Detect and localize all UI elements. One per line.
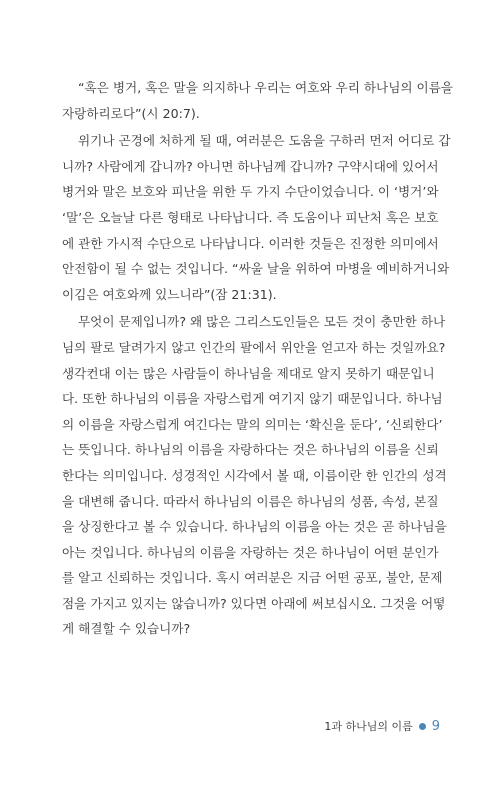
chapter-label: 1과 하나님의 이름 (324, 720, 413, 733)
text-line: “혹은 병거, 혹은 말을 의지하나 우리는 여호와 우리 하나님의 이름을 (78, 80, 454, 95)
page-footer (324, 718, 440, 734)
bullet-dot-icon (419, 723, 426, 730)
text-line: 이김은 여호와께 있느니라”(잠 21:31). (62, 286, 277, 302)
text-line: 니까? 사람에게 갑니까? 아니면 하나님께 갑니까? 구약시대에 있어서 (62, 158, 439, 174)
text-line: 에 관한 가시적 수단으로 나타납니다. 이러한 것들은 진정한 의미에서 (62, 235, 439, 251)
text-line: 생각컨대 이는 많은 사람들이 하나님을 제대로 알지 못하기 때문입니 (62, 365, 435, 381)
text-line: 을 상징한다고 볼 수 있습니다. 하나님의 이름을 아는 것은 곧 하나님을 (62, 519, 447, 535)
text-line: 를 알고 신뢰하는 것입니다. 혹시 여러분은 지금 어떤 공포, 불안, 문제 (62, 570, 443, 586)
text-line: 의 이름을 자랑스럽게 여긴다는 말의 의미는 ‘확신을 둔다’, ‘신뢰한다’ (62, 416, 443, 432)
text-line: 게 해결할 수 있습니까? (62, 621, 191, 637)
page-number: 9 (431, 718, 440, 734)
paragraph (62, 128, 451, 307)
paragraph (62, 309, 447, 642)
text-line: 님의 팔로 달려가지 않고 인간의 팔에서 위안을 얻고자 하는 것일까요? (62, 339, 446, 355)
text-line: 아는 것입니다. 하나님의 이름을 자랑하는 것은 하나님이 어떤 분인가 (62, 544, 439, 560)
text-line: 을 대변해 줍니다. 따라서 하나님의 이름은 하나님의 성품, 속성, 본질 (62, 493, 439, 509)
paragraph (62, 75, 454, 126)
text-line: 자랑하리로다”(시 20:7). (62, 105, 200, 121)
text-line: 다. 또한 하나님의 이름을 자랑스럽게 여기지 않기 때문입니다. 하나님 (62, 391, 443, 407)
body-text (62, 75, 454, 642)
text-line: 위기나 곤경에 처하게 될 때, 여러분은 도움을 구하러 먼저 어디로 갑 (78, 133, 451, 149)
text-line: 병거와 말은 보호와 피난을 위한 두 가지 수단이었습니다. 이 ‘병거’와 (62, 184, 439, 200)
text-line: ‘말’은 오늘날 다른 형태로 나타납니다. 즉 도움이나 피난처 혹은 보호 (62, 209, 439, 225)
text-line: 안전함이 될 수 없는 것입니다. “싸울 날을 위하여 마병을 예비하거니와 (62, 261, 450, 277)
text-line: 한다는 의미입니다. 성경적인 시각에서 볼 때, 이름이란 한 인간의 성격 (62, 467, 447, 483)
text-line: 점을 가지고 있지는 않습니까? 있다면 아래에 써보십시오. 그것을 어떻 (62, 595, 446, 611)
text-line: 무엇이 문제입니까? 왜 많은 그리스도인들은 모든 것이 충만한 하나 (78, 314, 446, 330)
text-line: 는 뜻입니다. 하나님의 이름을 자랑하다는 것은 하나님의 이름을 신뢰 (62, 442, 439, 458)
